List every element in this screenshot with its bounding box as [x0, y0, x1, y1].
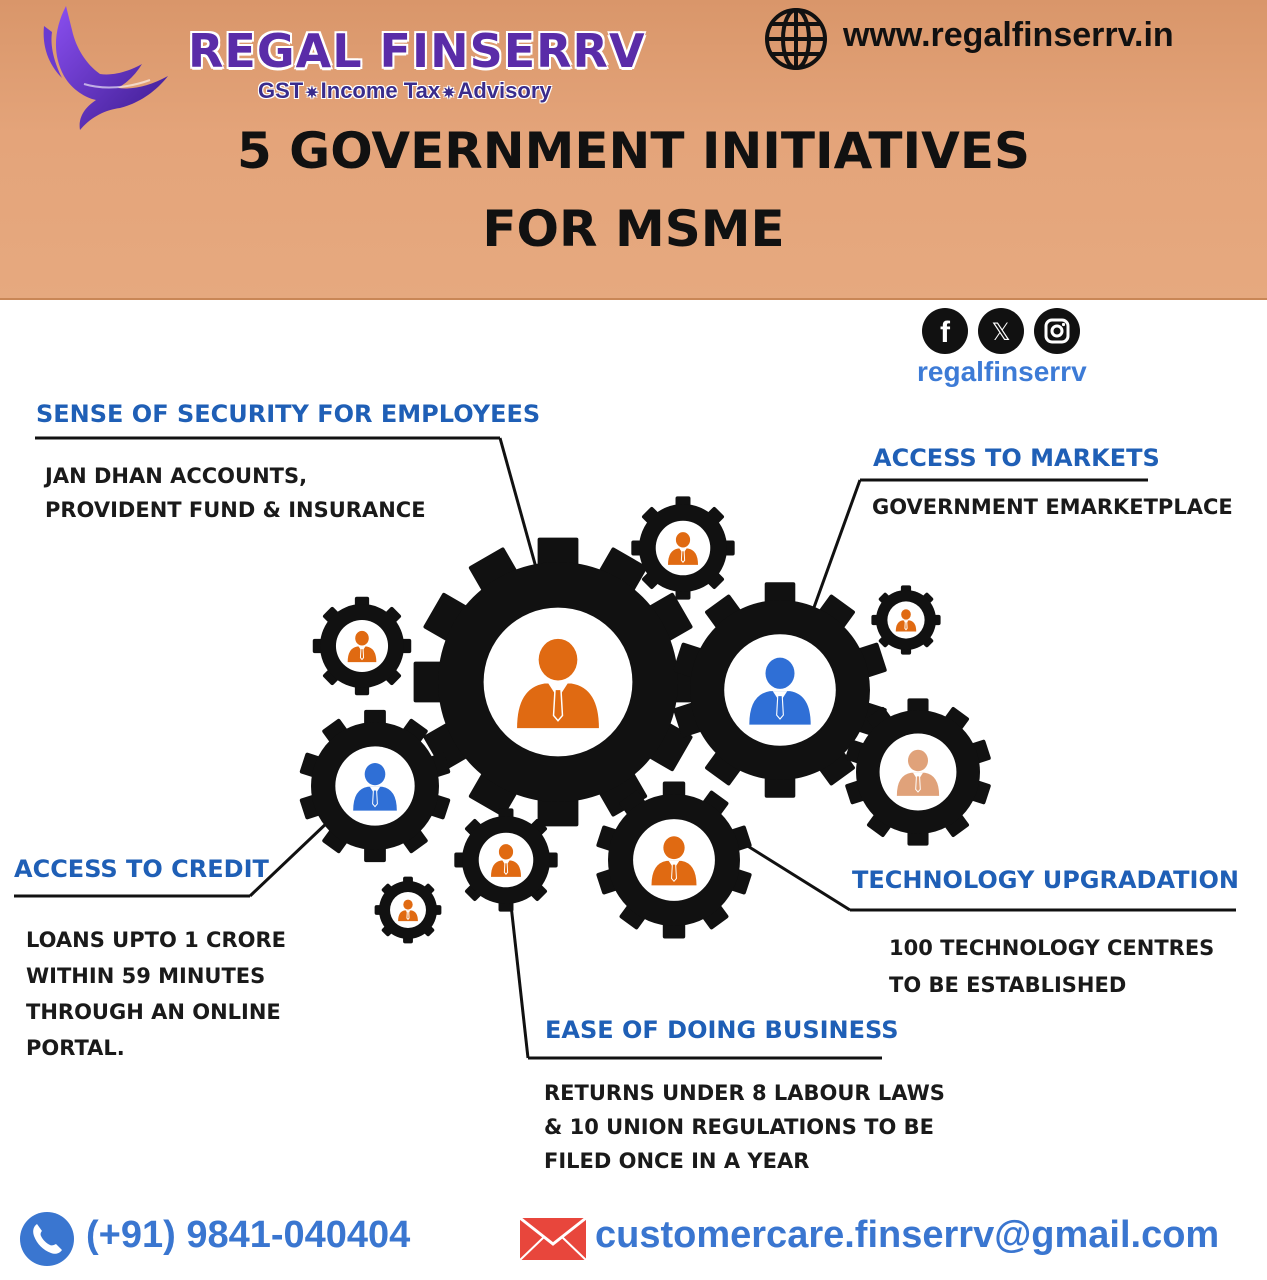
person-tie: [504, 863, 507, 874]
facebook-glyph: f: [940, 316, 950, 349]
gear-hub: [887, 601, 924, 638]
gear-hub: [880, 734, 957, 811]
gear-hub: [484, 608, 633, 757]
gear-small-top-icon: [631, 496, 734, 599]
heading-markets: ACCESS TO MARKETS: [873, 444, 1160, 472]
person-tie: [916, 776, 921, 792]
heading-credit: ACCESS TO CREDIT: [14, 855, 269, 883]
gear-hub: [390, 892, 426, 928]
tagline-separator: ✷: [305, 85, 319, 102]
person-tie: [681, 551, 684, 562]
person-head: [676, 532, 690, 547]
gear-hub: [633, 819, 715, 901]
desc-line: RETURNS UNDER 8 LABOUR LAWS: [544, 1081, 945, 1105]
person-head: [663, 836, 684, 859]
desc-security: [45, 459, 426, 527]
desc-business: [544, 1076, 945, 1178]
person-head: [539, 639, 578, 681]
heading-security: SENSE OF SECURITY FOR EMPLOYEES: [36, 400, 541, 428]
person-head: [765, 658, 794, 689]
x-glyph: 𝕏: [991, 318, 1011, 346]
gear-hub: [479, 833, 534, 888]
gear-blue-right-icon: [673, 582, 888, 798]
person-tie: [373, 790, 378, 807]
tagline-income-tax: Income Tax: [320, 78, 441, 103]
gear-tiny-bottom-icon: [375, 877, 442, 944]
person-head: [365, 763, 386, 785]
desc-line: GOVERNMENT EMARKETPLACE: [872, 495, 1233, 519]
person-head: [403, 900, 412, 910]
tagline-advisory: Advisory: [457, 78, 552, 103]
desc-line: PORTAL.: [26, 1036, 125, 1060]
gear-tiny-right-icon: [871, 585, 940, 654]
gear-hub: [724, 634, 836, 746]
person-tie: [905, 622, 907, 630]
desc-credit: [26, 922, 286, 1066]
page-title-line2: FOR MSME: [482, 200, 785, 258]
person-head: [355, 631, 369, 646]
gear-hub: [335, 746, 414, 825]
desc-technology: [889, 930, 1214, 1004]
person-tie: [407, 912, 409, 920]
desc-line: WITHIN 59 MINUTES: [26, 964, 266, 988]
desc-line: LOANS UPTO 1 CRORE: [26, 928, 286, 952]
heading-technology: TECHNOLOGY UPGRADATION: [852, 866, 1239, 894]
social-handle[interactable]: regalfinserrv: [917, 356, 1087, 387]
tagline-gst: GST: [258, 78, 304, 103]
contact-phone[interactable]: (+91) 9841-040404: [86, 1214, 411, 1256]
desc-line: THROUGH AN ONLINE: [26, 1000, 281, 1024]
person-head: [901, 609, 911, 619]
contact-email[interactable]: customercare.finserrv@gmail.com: [595, 1214, 1220, 1256]
person-head: [908, 750, 928, 772]
person-tie: [777, 696, 784, 719]
desc-line: TO BE ESTABLISHED: [889, 973, 1127, 997]
brand-name: REGAL FINSERRV: [188, 24, 646, 78]
mail-icon: [518, 1214, 588, 1264]
desc-markets: [872, 490, 1233, 524]
person-tie: [360, 649, 363, 660]
gear-small-left-icon: [313, 597, 411, 695]
person-tie: [672, 864, 677, 881]
person-tie: [554, 689, 563, 720]
person-head: [499, 844, 513, 859]
desc-line: & 10 UNION REGULATIONS TO BE: [544, 1115, 934, 1139]
desc-line: 100 TECHNOLOGY CENTRES: [889, 936, 1215, 960]
desc-line: JAN DHAN ACCOUNTS,: [45, 464, 308, 488]
gear-blue-left-icon: [299, 710, 450, 862]
tagline-separator: ✷: [442, 85, 456, 102]
desc-line: FILED ONCE IN A YEAR: [544, 1149, 810, 1173]
gear-small-bottom-icon: [454, 808, 557, 911]
page-title-line1: 5 GOVERNMENT INITIATIVES: [236, 122, 1031, 180]
website-link[interactable]: www.regalfinserrv.in: [843, 16, 1174, 54]
gear-hub: [656, 521, 711, 576]
phone-icon: [18, 1210, 76, 1268]
desc-line: PROVIDENT FUND & INSURANCE: [45, 498, 426, 522]
heading-business: EASE OF DOING BUSINESS: [545, 1016, 899, 1044]
gear-hub: [336, 620, 388, 672]
